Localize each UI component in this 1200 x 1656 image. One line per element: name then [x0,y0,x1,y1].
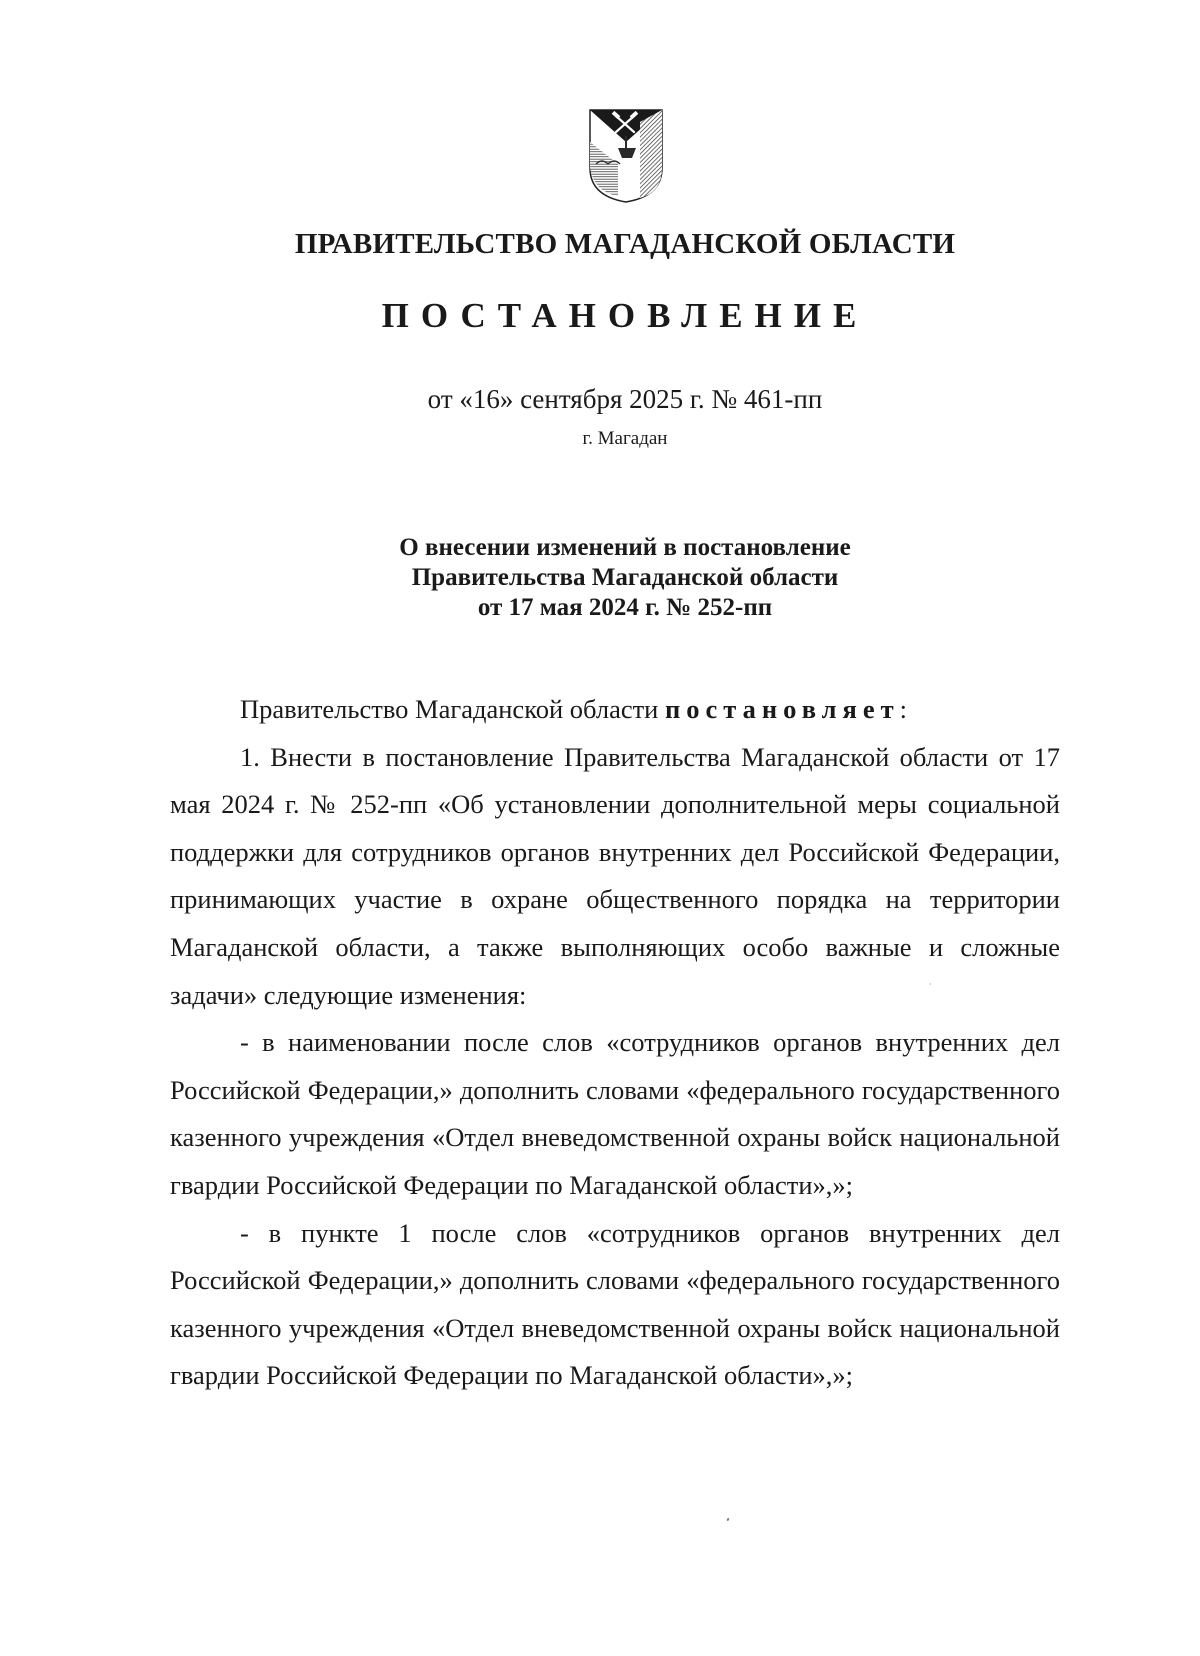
body-paragraph: - в наименовании после слов «сотрудников органов внутренних дел Российской Федерации,» дополнить словами «федерального государственного казенного учреждения «Отдел вневедомственной охраны войск национальной гвардии Российской Федерации по Магаданской области»,»; [170,1027,1060,1200]
document-type: ПОСТАНОВЛЕНИЕ [381,296,869,335]
scan-speck [930,983,931,985]
preamble-verb: постановляет [664,694,900,724]
subject-line: Правительства Магаданской области [411,564,839,591]
government-title: ПРАВИТЕЛЬСТВО МАГАДАНСКОЙ ОБЛАСТИ [294,228,956,260]
subject-line: О внесении изменений в постановление [399,534,851,561]
scan-speck [726,1518,729,1522]
body-paragraph: - в пункте 1 после слов «сотрудников органов внутренних дел Российской Федерации,» дополнить словами «федерального государственного казенного учреждения «Отдел вневедомственной охраны войск национальной гвардии Российской Федерации по Магаданской области»,»; [170,1217,1060,1391]
preamble-paragraph [170,686,1060,734]
body-paragraph: 1. Внести в постановление Правительства Магаданской области от 17 мая 2024 г. № 252-пп «Об установлении дополнительной меры социальной поддержки для сотрудников органов внутренних дел Российской Федерации, принимающих участие в охране общественного порядка на территории Магаданской области, а также выполняющих особо важные и сложные задачи» следующие изменения: [170,741,1060,1010]
document-subject [0,533,1200,623]
document-city: г. Магадан [582,428,668,449]
document-body [170,686,1060,1400]
magadan-coat-of-arms-icon [588,108,664,204]
preamble-text: Правительство Магаданской области [240,694,659,724]
subject-line: от 17 мая 2024 г. № 252-пп [477,594,773,621]
document-date-number: от «16» сентября 2025 г. № 461-пп [427,384,823,414]
preamble-colon: : [899,694,908,724]
